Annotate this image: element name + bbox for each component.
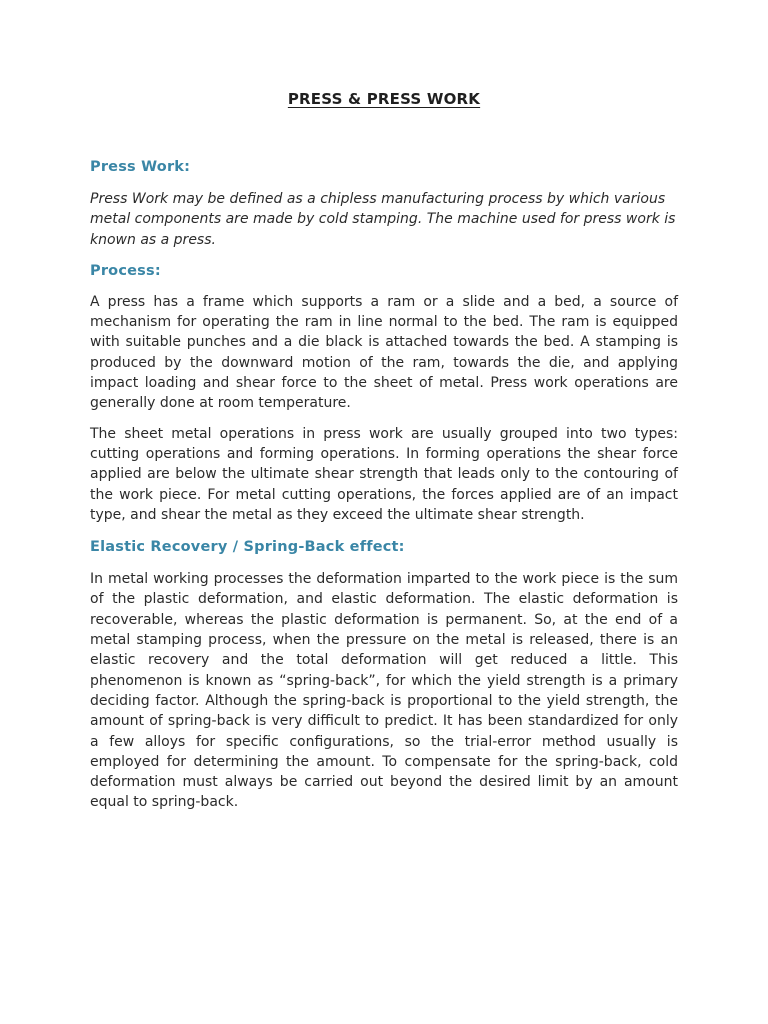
section-press-work <box>90 156 678 250</box>
section-elastic-recovery <box>90 536 678 813</box>
document-title: PRESS & PRESS WORK <box>287 90 481 108</box>
section-process <box>90 260 678 525</box>
paragraph-process-sheet-metal-operations: The sheet metal operations in press work are usually grouped into two types: cutting operations and forming operations. In forming operations the shear force applied are below the ultimate shear strength that leads only to the contouring of the work piece. For metal cutting operations, the forces applied are of an impact type, and shear the metal as they exceed the ultimate shear strength. <box>90 425 678 523</box>
section-heading-process: Process: <box>90 262 161 279</box>
document-body <box>90 156 678 825</box>
section-heading-press-work: Press Work: <box>90 159 191 175</box>
paragraph-process-press-frame: A press has a frame which supports a ram or a slide and a bed, a source of mechanism for operating the ram in line normal to the bed. The ram is equipped with suitable punches and a die black is attached towards the bed. A stamping is produced by the downward motion of the ram, towards the die, and applying impact loading and shear force to the sheet of metal. Press work operations are generally done at room temperature. <box>90 293 678 412</box>
section-heading-elastic-recovery: Elastic Recovery / Spring-Back effect: <box>90 539 405 556</box>
paragraph-press-work-definition: Press Work may be defined as a chipless manufacturing process by which various metal components are made by cold stamping. The machine used for press work is known as a press. <box>90 191 676 248</box>
paragraph-elastic-recovery: In metal working processes the deformation imparted to the work piece is the sum of the plastic deformation, and elastic deformation. The elastic deformation is recoverable, whereas the plastic deformation is permanent. So, at the end of a metal stamping process, when the pressure on the metal is released, there is an elastic recovery and the total deformation will get reduced a little. This phenomenon is known as “spring-back”, for which the yield strength is a primary deciding factor. Although the spring-back is proportional to the yield strength, the amount of spring-back is very difficult to predict. It has been standardized for only a few alloys for specific configurations, so the trial-error method usually is employed for determining the amount. To compensate for the spring-back, cold deformation must always be carried out beyond the desired limit by an amount equal to spring-back. <box>90 571 678 811</box>
